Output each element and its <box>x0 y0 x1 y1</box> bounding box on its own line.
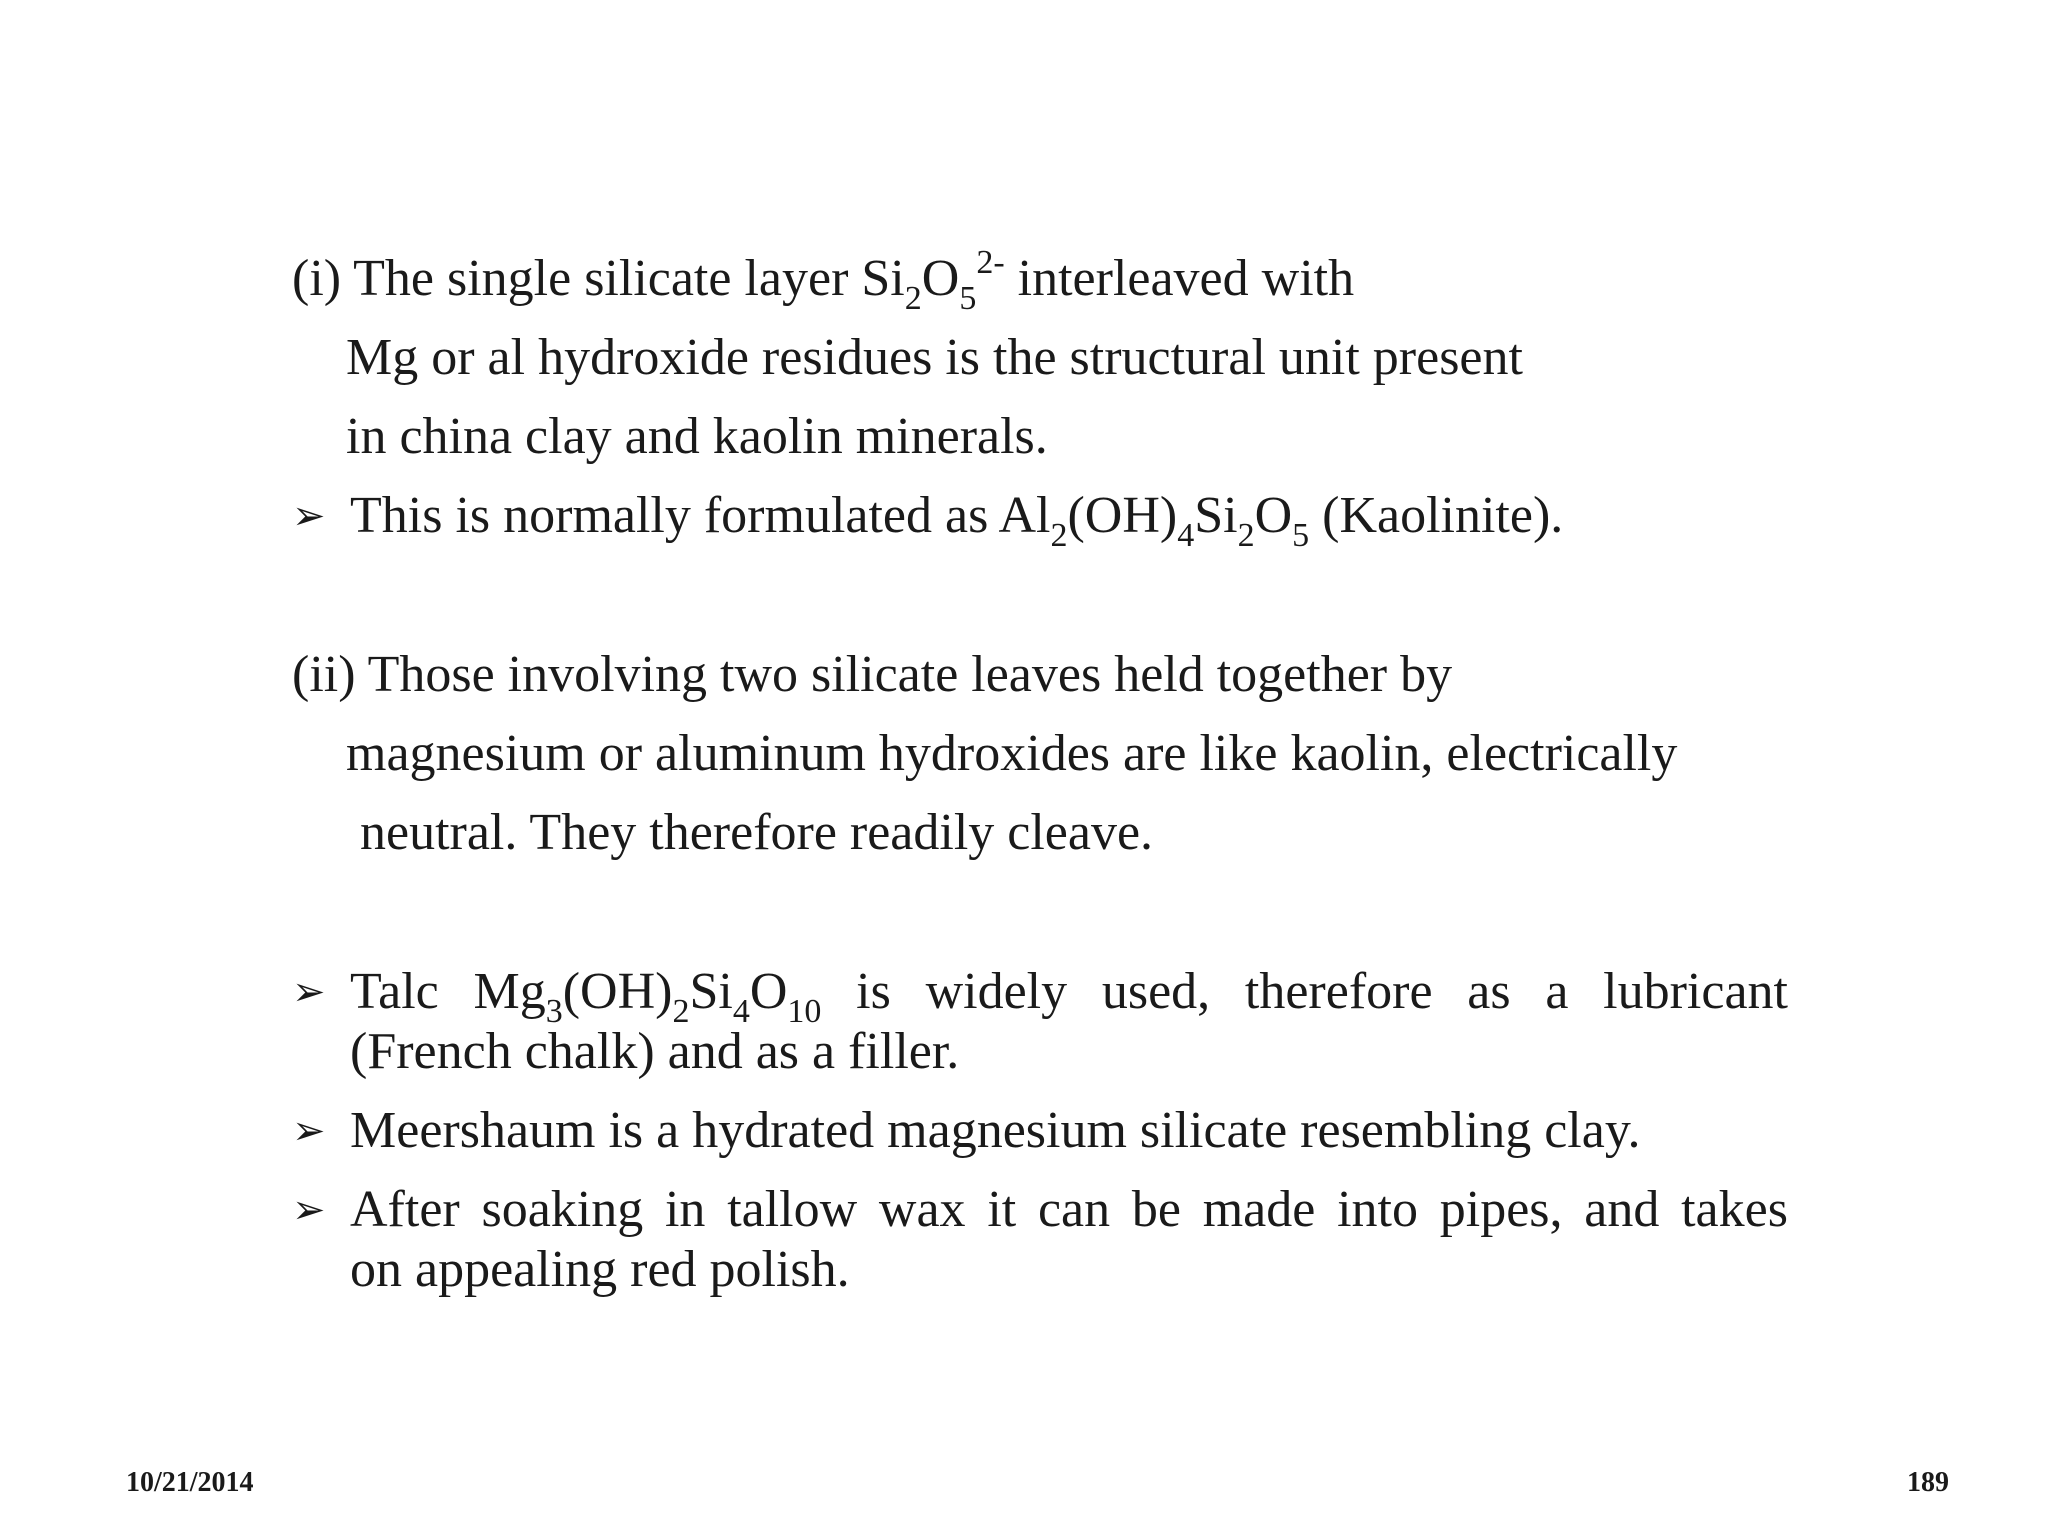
bullet4-line1: After soaking in tallow wax it can be made into pipes, and takes <box>350 1181 1788 1238</box>
page-number: 189 <box>1907 1467 1949 1498</box>
bullet2-line1: Talc $Mg_3(OH)_2Si_4O_{10}$ is widely used, therefore as a lubricant <box>350 963 1788 1030</box>
para1-line1: (i) The single silicate layer $Si_2O_5^{2-}$ interleaved with <box>292 244 1355 317</box>
para2-line1: (ii) Those involving two silicate leaves held together by <box>292 646 1453 703</box>
para1-line2: Mg or al hydroxide residues is the structural unit present <box>346 329 1523 386</box>
bullet2-line2: (French chalk) and as a filler. <box>350 1023 960 1080</box>
bullet3-text: Meershaum is a hydrated magnesium silicate resembling clay. <box>350 1102 1641 1159</box>
bullet1-text: This is normally formulated as $Al_2(OH)_4Si_2O_5$ (Kaolinite). <box>350 487 1564 554</box>
arrowhead-bullet-icon: ➢ <box>292 969 326 1015</box>
bullet4-line2: on appealing red polish. <box>350 1241 850 1298</box>
para2-line2: magnesium or aluminum hydroxides are like kaolin, electrically <box>346 725 1678 782</box>
footer-date: 10/21/2014 <box>126 1467 254 1498</box>
arrowhead-bullet-icon: ➢ <box>292 493 326 539</box>
para2-line3: neutral. They therefore readily cleave. <box>360 804 1154 861</box>
para1-line3: in china clay and kaolin minerals. <box>346 408 1048 465</box>
arrowhead-bullet-icon: ➢ <box>292 1108 326 1154</box>
talc-formula: $Mg_3(OH)_2Si_4O_{10}$ <box>473 963 822 1030</box>
arrowhead-bullet-icon: ➢ <box>292 1187 326 1233</box>
